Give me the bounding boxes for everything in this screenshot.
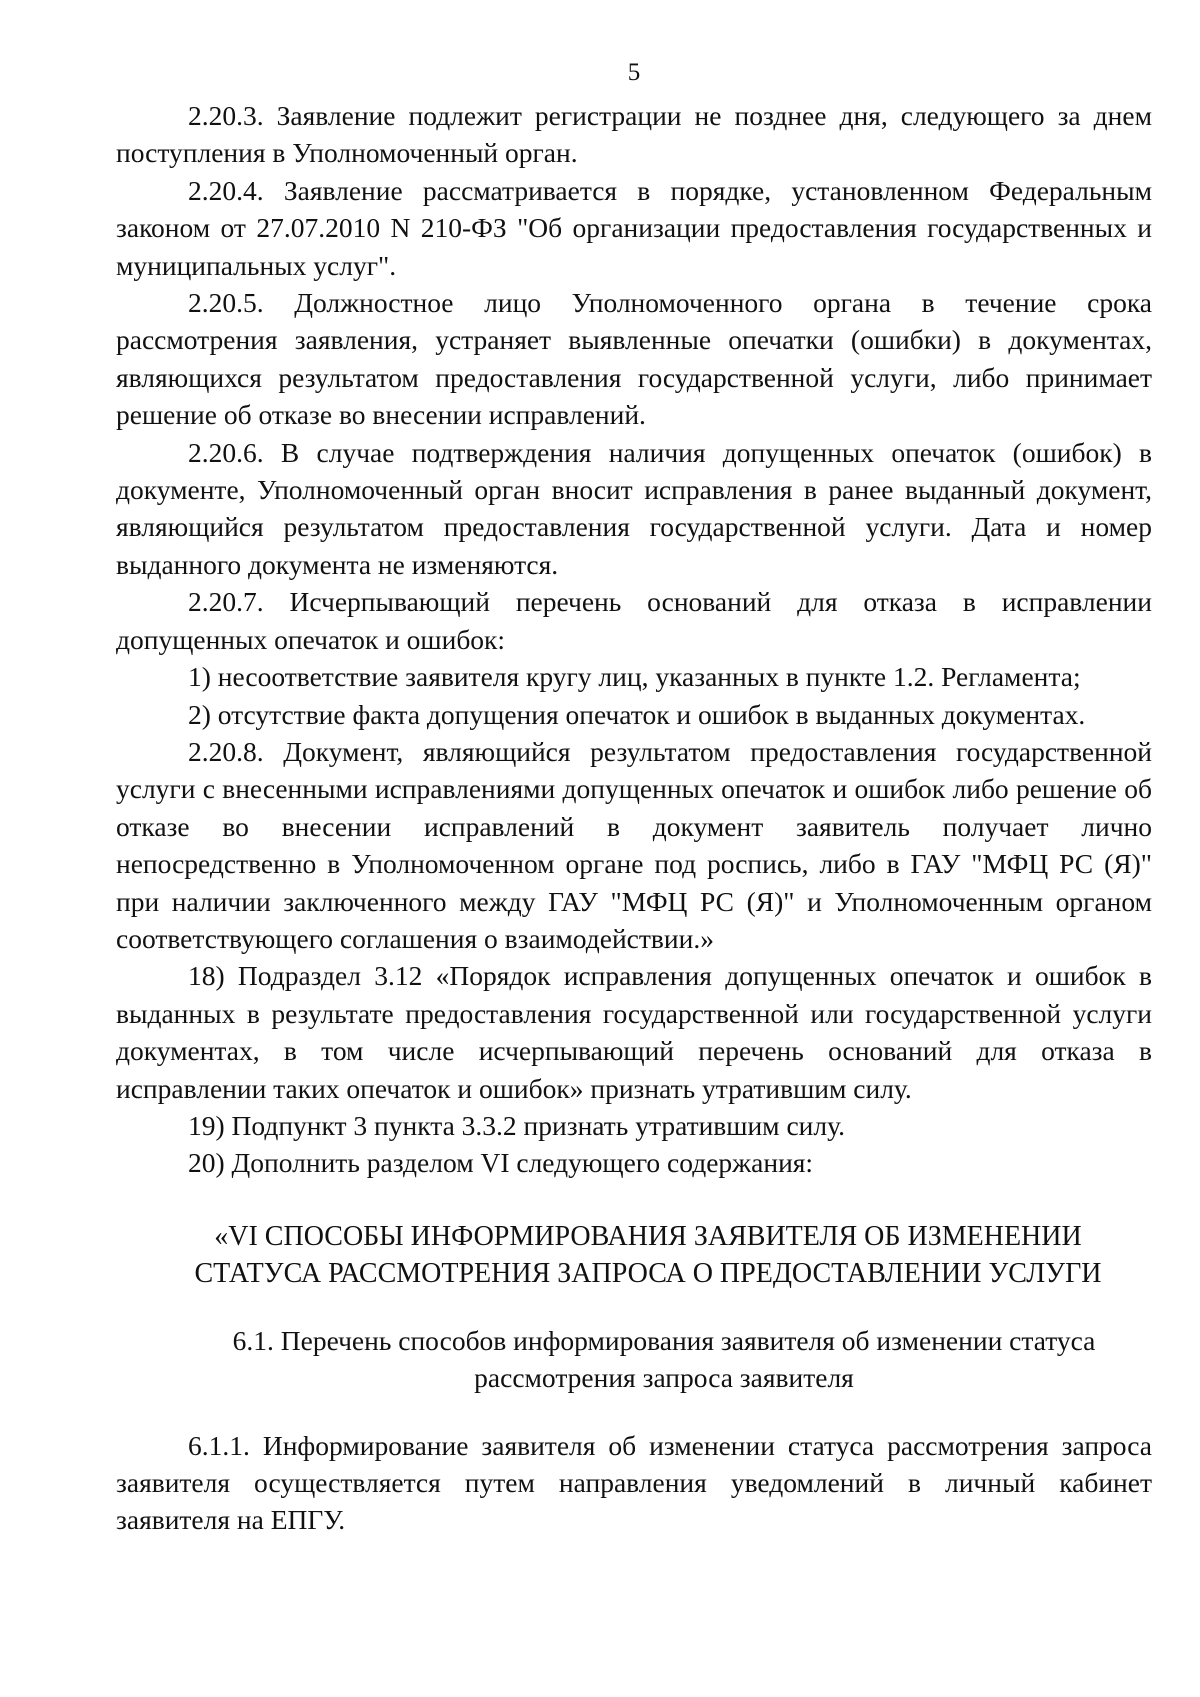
paragraph-2-20-8: 2.20.8. Документ, являющийся результатом предоставления государственной услуги с внесенными исправлениями допущенных опечаток и ошибок либо решение об отказе во внесении исправлений в документ заявитель получает лично непосредственно в Уполномоченном органе под роспись, либо в ГАУ "МФЦ РС (Я)" при наличии заключенного между ГАУ "МФЦ РС (Я)" и Уполномоченным органом соответствующего соглашения о взаимодействии.» — [116, 735, 1152, 954]
section-title — [116, 1218, 1152, 1292]
section-title-line-2: СТАТУСА РАССМОТРЕНИЯ ЗАПРОСА О ПРЕДОСТАВЛЕНИИ УСЛУГИ — [194, 1257, 1102, 1289]
subsection-title — [116, 1322, 1152, 1397]
subsection-title-line-2: рассмотрения запроса заявителя — [474, 1362, 854, 1394]
paragraph-18: 18) Подраздел 3.12 «Порядок исправления допущенных опечаток и ошибок в выданных в результате предоставления государственной или государственной услуги документах, в том числе исчерпывающий перечень оснований для отказа в исправлении таких опечаток и ошибок» признать утратившим силу. — [116, 960, 1152, 1104]
paragraph-2-20-6: 2.20.6. В случае подтверждения наличия допущенных опечаток (ошибок) в документе, Уполномоченный орган вносит исправления в ранее выданный документ, являющийся результатом предоставления государственной услуги. Дата и номер выданного документа не изменяются. — [116, 436, 1152, 580]
paragraph-19: 19) Подпункт 3 пункта 3.3.2 признать утратившим силу. — [188, 1109, 845, 1141]
subsection-title-line-1: 6.1. Перечень способов информирования заявителя об изменении статуса — [232, 1324, 1096, 1356]
list-item-2: 2) отсутствие факта допущения опечаток и ошибок в выданных документах. — [188, 698, 1086, 730]
paragraph-2-20-3: 2.20.3. Заявление подлежит регистрации не позднее дня, следующего за днем поступления в Уполномоченный орган. — [116, 100, 1152, 169]
paragraph-20: 20) Дополнить разделом VI следующего содержания: — [188, 1147, 814, 1179]
paragraph-6-1-1: 6.1.1. Информирование заявителя об изменении статуса рассмотрения запроса заявителя осуществляется путем направления уведомлений в личный кабинет заявителя на ЕПГУ. — [116, 1429, 1152, 1536]
paragraph-2-20-7: 2.20.7. Исчерпывающий перечень оснований для отказа в исправлении допущенных опечаток и ошибок: — [116, 586, 1152, 655]
document-body — [116, 97, 1152, 1539]
paragraph-2-20-5: 2.20.5. Должностное лицо Уполномоченного органа в течение срока рассмотрения заявления, устраняет выявленные опечатки (ошибки) в документах, являющихся результатом предоставления государственной услуги, либо принимает решение об отказе во внесении исправлений. — [116, 287, 1152, 431]
page-number: 5 — [627, 59, 641, 86]
list-item-1: 1) несоответствие заявителя кругу лиц, указанных в пункте 1.2. Регламента; — [188, 661, 1081, 693]
paragraph-2-20-4: 2.20.4. Заявление рассматривается в порядке, установленном Федеральным законом от 27.07.2010 N 210-ФЗ "Об организации предоставления государственных и муниципальных услуг". — [116, 174, 1152, 281]
section-title-line-1: «VI СПОСОБЫ ИНФОРМИРОВАНИЯ ЗАЯВИТЕЛЯ ОБ ИЗМЕНЕНИИ — [214, 1220, 1082, 1252]
